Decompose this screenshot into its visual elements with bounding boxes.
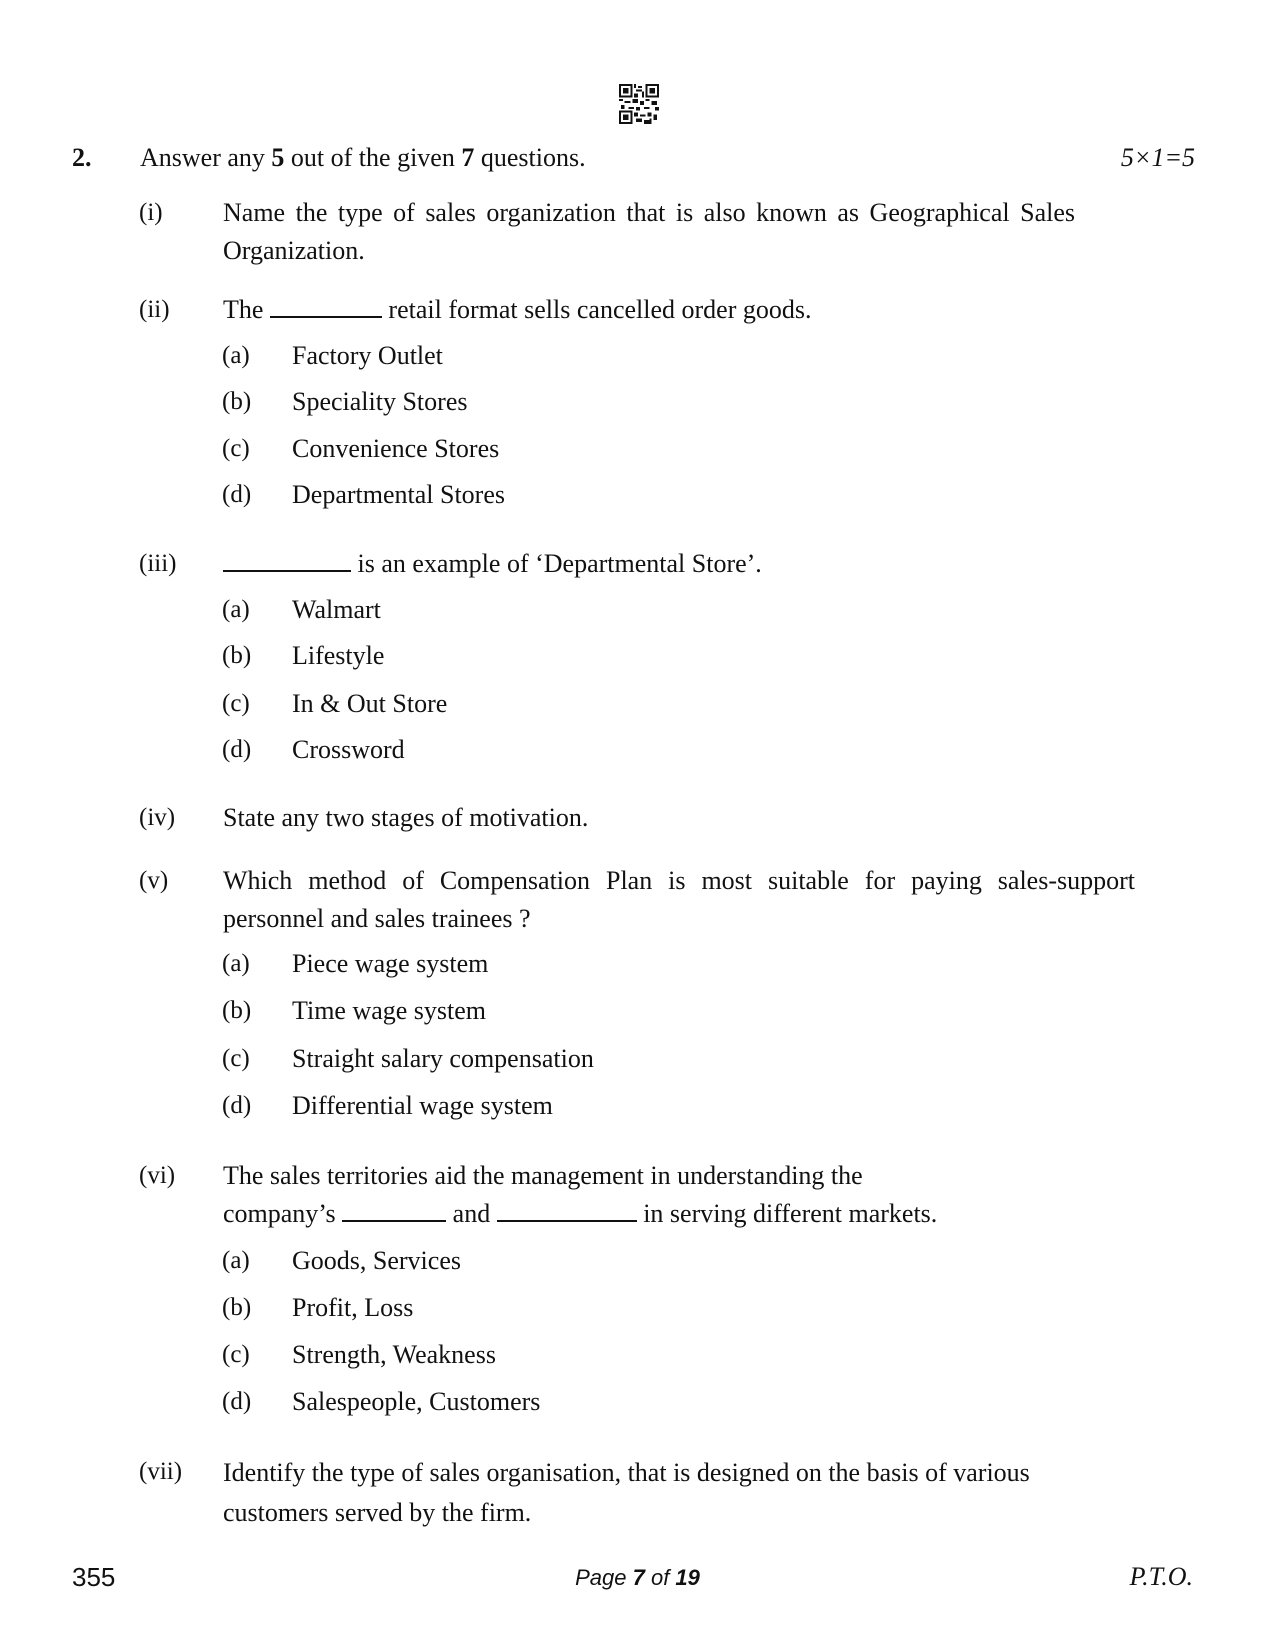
item-text: Which method of Compensation Plan is most suitable for paying sales-support personnel and sales trainees ? (223, 866, 1135, 933)
option-letter: (c) (222, 1341, 250, 1368)
paper-code: 355 (72, 1562, 116, 1592)
option-text: Piece wage system (292, 949, 489, 978)
answer-blank (223, 548, 351, 572)
answer-blank (342, 1198, 446, 1222)
item-label: (iv) (139, 804, 176, 831)
item-text: Name the type of sales organization that is also known as Geographical Sales Organization. (223, 198, 1075, 265)
item-label: (vi) (139, 1162, 176, 1189)
option-text: Time wage system (292, 996, 487, 1025)
item-label: (i) (139, 199, 163, 226)
option-letter: (b) (222, 997, 252, 1024)
pto-label: P.T.O. (1129, 1562, 1193, 1591)
item-text: State any two stages of motivation. (223, 803, 589, 832)
option-text: Departmental Stores (292, 480, 505, 509)
answer-blank (497, 1198, 637, 1222)
item-text: is an example of ‘Departmental Store’. (223, 545, 1133, 583)
option-text: Strength, Weakness (292, 1340, 496, 1369)
option-letter: (b) (222, 388, 252, 415)
item-text: Identify the type of sales organisation, that is designed on the basis of various customers served by the firm. (223, 1458, 1030, 1527)
option-letter: (a) (222, 342, 250, 369)
item-label: (v) (139, 867, 169, 894)
item-text: The retail format sells cancelled order goods. (223, 295, 812, 324)
answer-blank (270, 294, 382, 318)
option-text: Profit, Loss (292, 1293, 414, 1322)
option-letter: (c) (222, 1045, 250, 1072)
option-letter: (d) (222, 1092, 252, 1119)
option-text: Differential wage system (292, 1091, 553, 1120)
page-indicator: Page 7 of 19 (575, 1565, 700, 1590)
option-letter: (d) (222, 1388, 252, 1415)
item-label: (vii) (139, 1458, 183, 1485)
question-instruction: Answer any 5 out of the given 7 questions. (140, 143, 586, 172)
qr-code (619, 84, 659, 124)
option-letter: (b) (222, 1294, 252, 1321)
option-text: Salespeople, Customers (292, 1387, 541, 1416)
option-text: In & Out Store (292, 689, 448, 718)
option-letter: (a) (222, 950, 250, 977)
option-letter: (a) (222, 1247, 250, 1274)
option-letter: (d) (222, 736, 252, 763)
option-text: Lifestyle (292, 641, 385, 670)
item-text-line: company’s and in serving different markets. (223, 1199, 938, 1228)
option-letter: (b) (222, 642, 252, 669)
option-text: Goods, Services (292, 1246, 461, 1275)
option-text: Speciality Stores (292, 387, 468, 416)
question-number: 2. (72, 143, 92, 172)
option-letter: (c) (222, 435, 250, 462)
item-label: (ii) (139, 296, 170, 323)
option-letter: (c) (222, 690, 250, 717)
item-label: (iii) (139, 550, 177, 577)
option-text: Factory Outlet (292, 341, 443, 370)
question-marks: 5×1=5 (1120, 143, 1195, 172)
item-text-line: The sales territories aid the management in understanding the (223, 1161, 863, 1190)
option-text: Crossword (292, 735, 405, 764)
option-letter: (d) (222, 481, 252, 508)
option-text: Convenience Stores (292, 434, 500, 463)
option-text: Walmart (292, 595, 381, 624)
option-letter: (a) (222, 596, 250, 623)
option-text: Straight salary compensation (292, 1044, 594, 1073)
